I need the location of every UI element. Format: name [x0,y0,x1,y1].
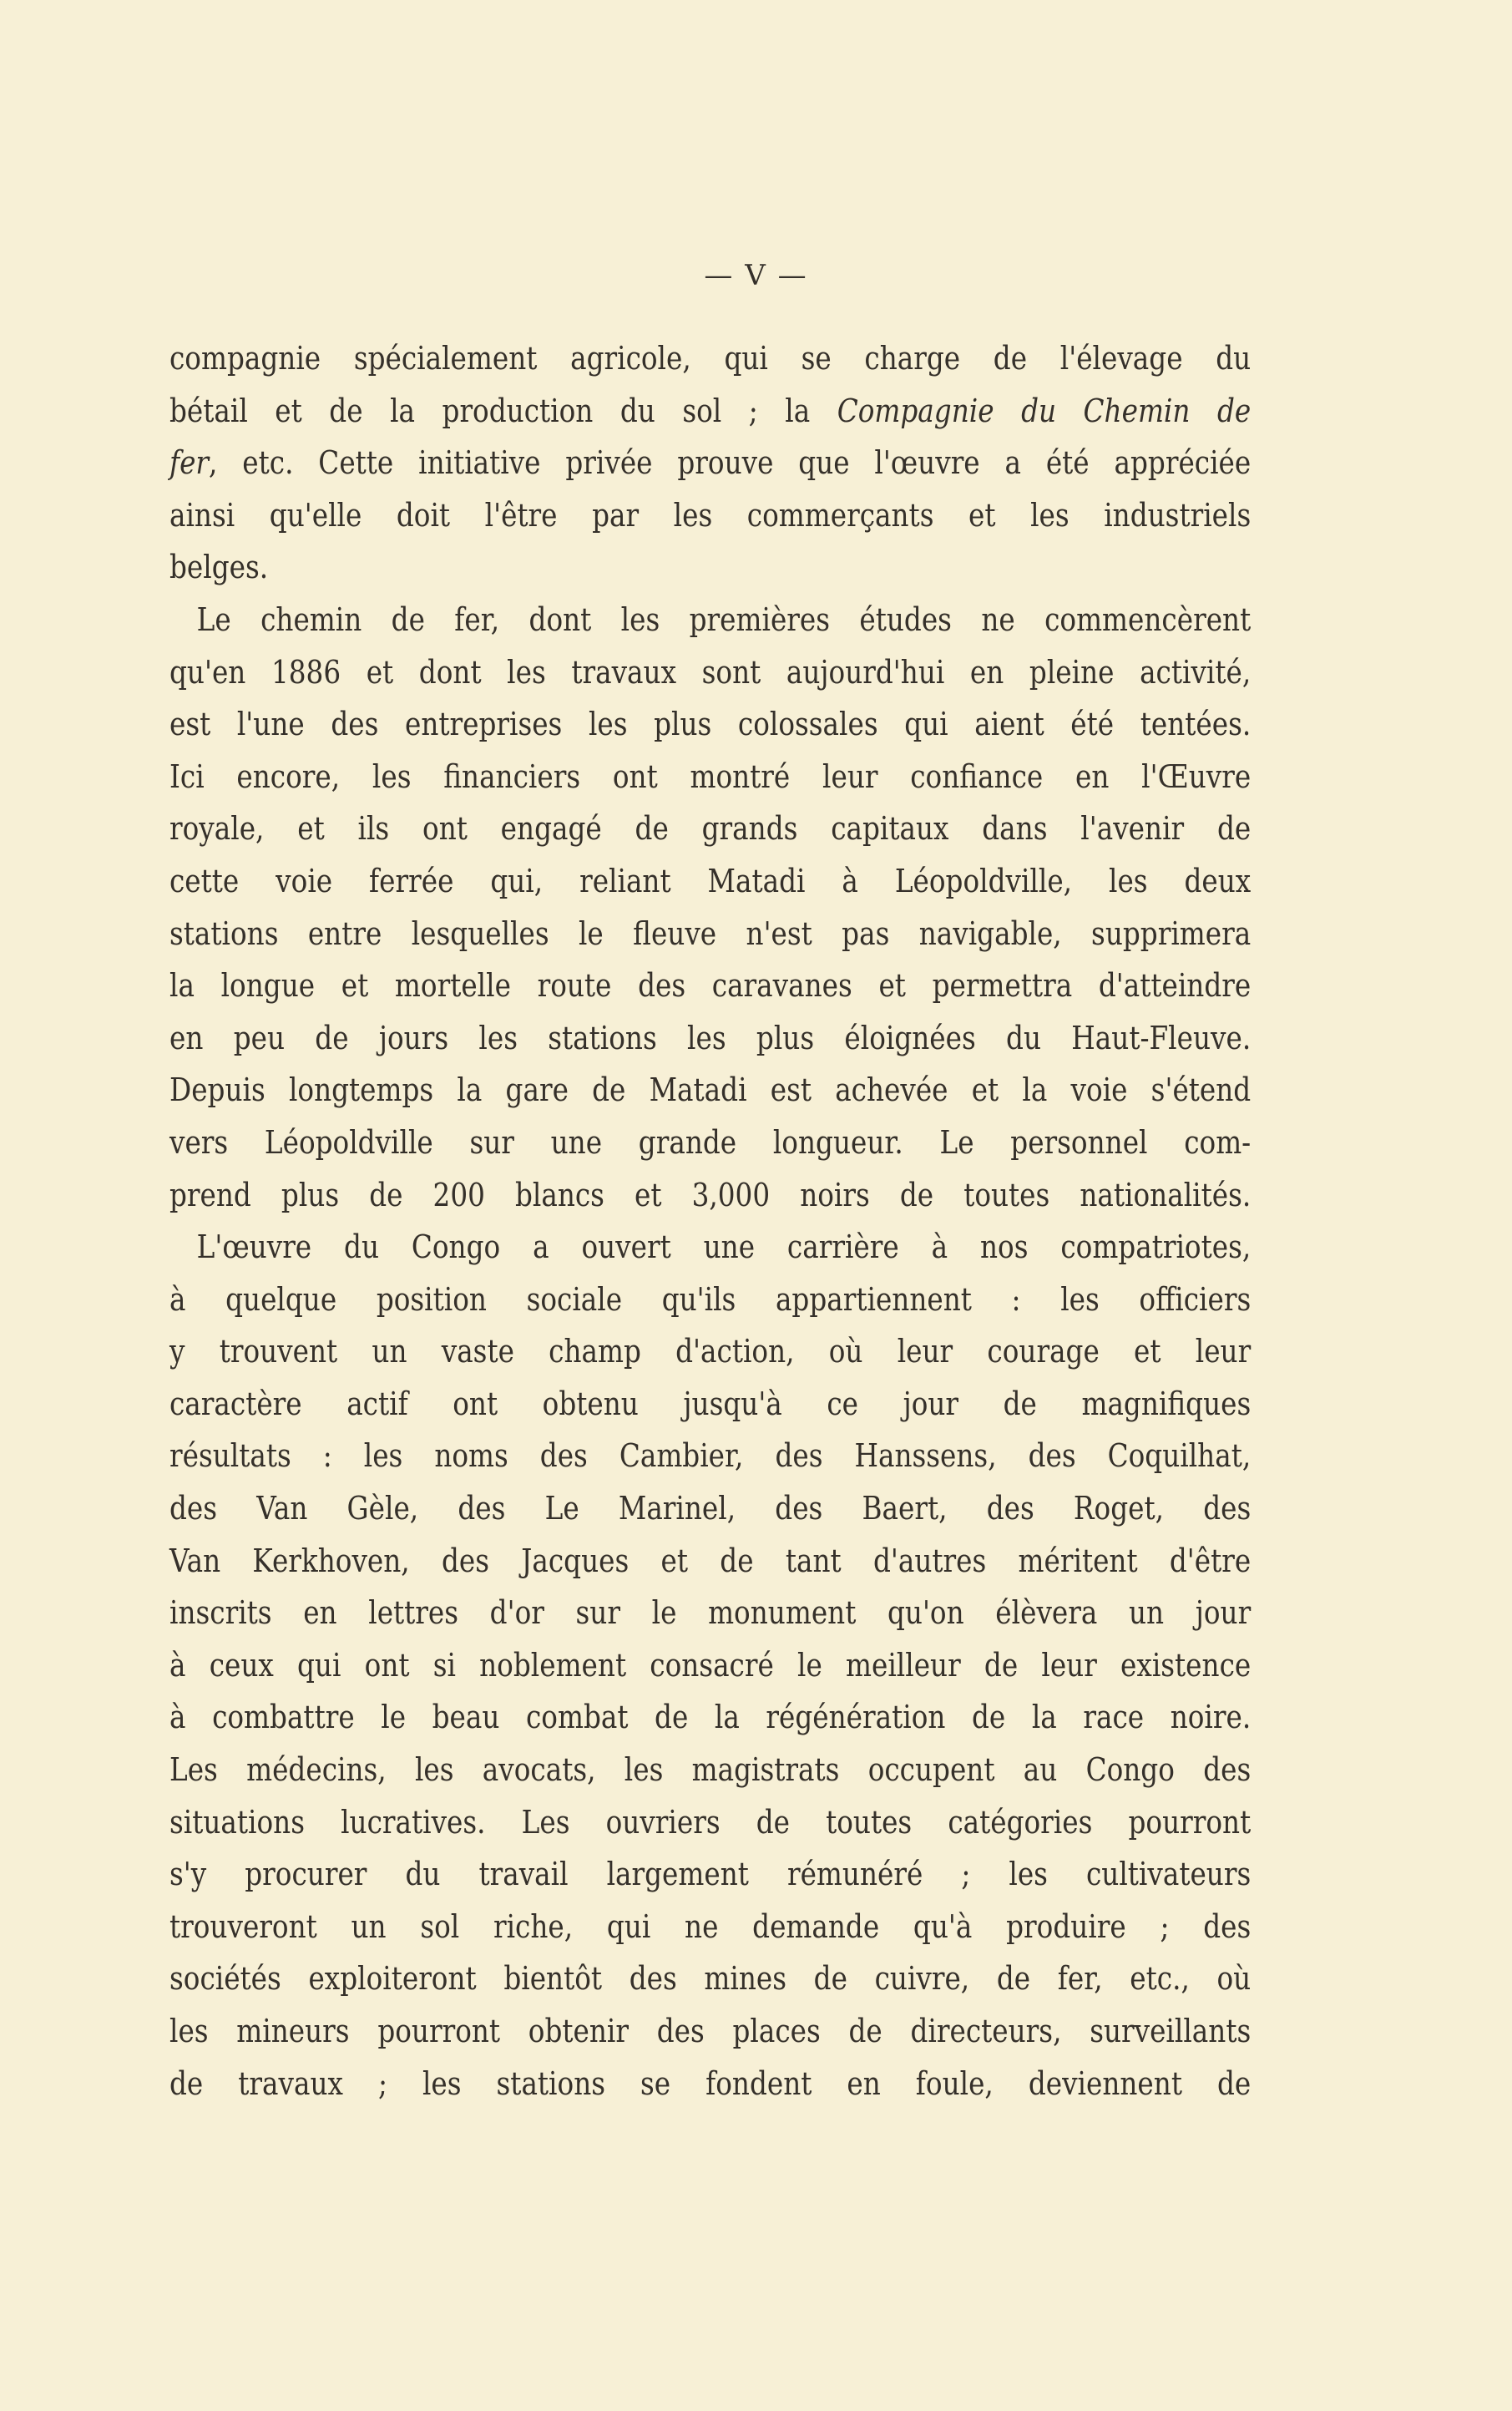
text-line: Depuis longtemps la gare de Matadi est achevée et la voie s'étend [169,1071,1252,1109]
text-line: s'y procurer du travail largement rémunéré ; les cultivateurs [169,1856,1252,1893]
text-line: qu'en 1886 et dont les travaux sont aujourd'hui en pleine activité, [169,653,1252,691]
text-line: Ici encore, les financiers ont montré leur confiance en l'Œuvre [169,757,1252,795]
text-line: résultats : les noms des Cambier, des Hanssens, des Coquilhat, [169,1437,1252,1475]
page-number: — V — [704,259,808,292]
text-line: la longue et mortelle route des caravanes et permettra d'atteindre [169,967,1252,1005]
text-line: prend plus de 200 blancs et 3,000 noirs de toutes nationalités. [169,1176,1252,1213]
text-line: belges. [169,549,269,586]
body-text [169,332,1251,2110]
text-line [169,437,1251,489]
paragraph-start: L'œuvre du Congo a ouvert une carrière à nos compatriotes, [196,1228,1252,1266]
text-line: à quelque position sociale qu'ils appartiennent : les officiers [169,1280,1252,1318]
text-line: inscrits en lettres d'or sur le monument qu'on élèvera un jour [169,1594,1252,1632]
text-line: Les médecins, les avocats, les magistrats occupent au Congo des [169,1751,1252,1789]
text-line: royale, et ils ont engagé de grands capitaux dans l'avenir de [169,810,1252,848]
text-span: bétail et de la production du sol ; la [169,392,837,429]
text-line: y trouvent un vaste champ d'action, où leur courage et leur [169,1333,1252,1370]
paragraph-start: Le chemin de fer, dont les premières études ne commencèrent [196,600,1252,638]
text-line: des Van Gèle, des Le Marinel, des Baert, des Roget, des [169,1490,1252,1527]
text-line: à combattre le beau combat de la régénération de la race noire. [169,1699,1252,1736]
text-line [169,385,1251,438]
text-line: vers Léopoldville sur une grande longueur. Le personnel com- [169,1123,1252,1161]
text-line: ainsi qu'elle doit l'être par les commerçants et les industriels [169,496,1252,534]
text-line: cette voie ferrée qui, reliant Matadi à Léopoldville, les deux [169,862,1252,899]
text-line: les mineurs pourront obtenir des places de directeurs, surveillants [169,2013,1252,2049]
text-line: compagnie spécialement agricole, qui se charge de l'élevage du [169,340,1252,377]
text-line: situations lucratives. Les ouvriers de toutes catégories pourront [169,1803,1252,1841]
text-line: sociétés exploiteront bientôt des mines de cuivre, de fer, etc., où [169,1960,1252,1998]
text-line: Van Kerkhoven, des Jacques et de tant d'autres méritent d'être [169,1542,1252,1579]
text-line: est l'une des entreprises les plus colossales qui aient été tentées. [169,706,1252,743]
text-line: en peu de jours les stations les plus éloignées du Haut-Fleuve. [169,1019,1252,1056]
italic-title: fer [169,444,210,482]
text-line: stations entre lesquelles le fleuve n'est pas navigable, supprimera [169,914,1252,952]
text-line: caractère actif ont obtenu jusqu'à ce jour de magnifiques [169,1385,1252,1422]
text-line: trouveront un sol riche, qui ne demande qu'à produire ; des [169,1907,1252,1945]
italic-title: Compagnie du Chemin de [837,392,1252,429]
text-line: de travaux ; les stations se fondent en foule, deviennent de [169,2064,1252,2102]
text-line: à ceux qui ont si noblement consacré le meilleur de leur existence [169,1646,1252,1684]
text-span: , etc. Cette initiative privée prouve que l'œuvre a été appréciée [209,444,1252,482]
